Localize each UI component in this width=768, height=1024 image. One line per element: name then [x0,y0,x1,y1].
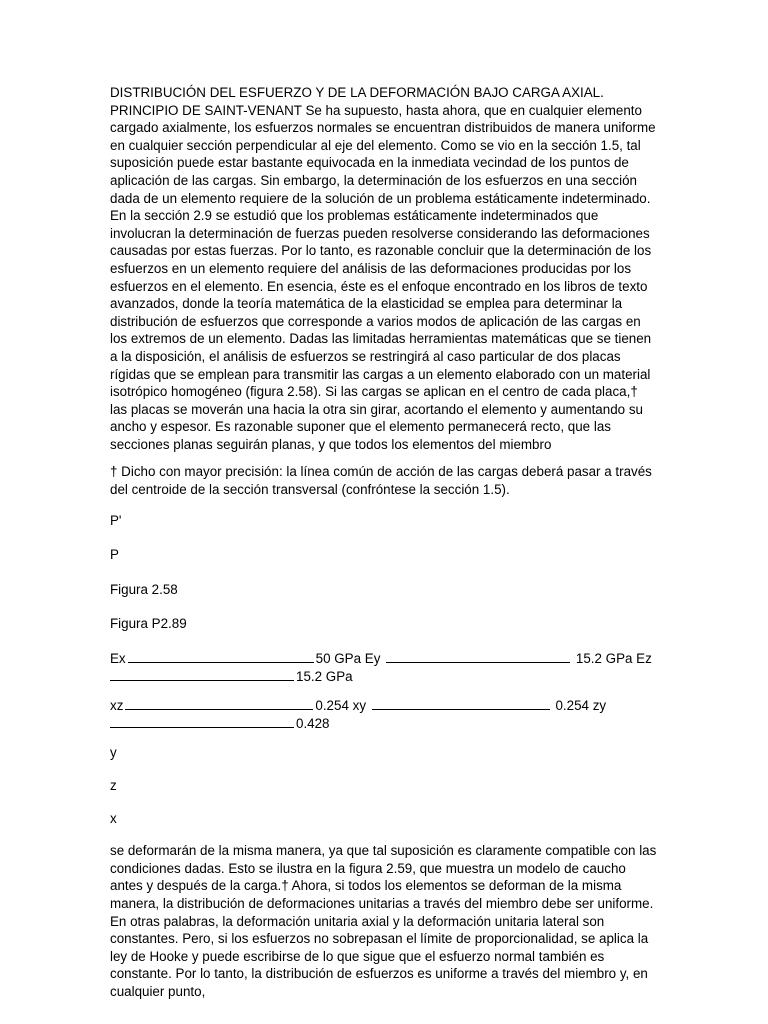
paragraph-continuation: se deformarán de la misma manera, ya que tal suposición es claramente compatible con las condiciones dadas. Esto se ilustra en la figura 2.59, que muestra un modelo de caucho antes y después de la carga.† Ahora, si todos los elementos se deforman de la misma manera, la distribución de deformaciones unitarias a través del miembro debe ser uniforme. En otras palabras, la deformación unitaria axial y la deformación unitaria lateral son constantes. Pero, si los esfuerzos no sobrepasan el límite de proporcionalidad, se aplica la ley de Hooke y puede escribirse de lo que sigue que el esfuerzo normal también es constante. Por lo tanto, la distribución de esfuerzos es uniforme a través del miembro y, en cualquier punto, [110,843,657,999]
xy-value: 0.254 zy [555,698,607,714]
paragraph-main [110,84,658,453]
blank-line [128,653,314,663]
blank-line [110,671,294,681]
blank-line [110,718,294,728]
ex-label: Ex [110,651,126,667]
label-p-prime: P' [110,512,122,528]
figure-caption-2-58: Figura 2.58 [110,581,178,597]
document-page [110,84,658,1011]
ez-value: 15.2 GPa [296,668,353,684]
blank-line [372,700,550,710]
xz-value: 0.254 xy [315,698,367,714]
material-properties-poisson [110,697,658,732]
axis-label-z: z [110,778,117,793]
ex-value: 50 GPa Ey [315,651,381,667]
axis-label-x: x [110,810,117,826]
figure-caption-p2-89: Figura P2.89 [110,616,187,632]
paragraph-body: Se ha supuesto, hasta ahora, que en cualquier elemento cargado axialmente, los esfuerzos normales se encuentran distribuidos de manera uniforme en cualquier sección perpendicular al eje del elemento. Como se vio en la sección 1.5, tal suposición puede estar bastante equivocada en la inmediata vecindad de los puntos de aplicación de las cargas. Sin embargo, la determinación de los esfuerzos en una sección dada de un elemento requiere de la solución de un problema estáticamente indeterminado. En la sección 2.9 se estudió que los problemas estáticamente indeterminados que involucran la determinación de fuerzas pueden resolverse considerando las deformaciones causadas por estas fuerzas. Por lo tanto, es razonable concluir que la determinación de los esfuerzos en un elemento requiere del análisis de las deformaciones producidas por los esfuerzos en el elemento. En esencia, éste es el enfoque encontrado en los libros de texto avanzados, donde la teoría matemática de la elasticidad se emplea para determinar la distribución de esfuerzos que corresponde a varios modos de aplicación de las cargas en los extremos de un elemento. Dadas las limitadas herramientas matemáticas que se tienen a la disposición, el análisis de esfuerzos se restringirá al caso particular de dos placas rígidas que se emplean para transmitir las cargas a un elemento elaborado con un material isotrópico homogéneo (figura 2.58). Si las cargas se aplican en el centro de cada placa,† las placas se moverán una hacia la otra sin girar, acortando el elemento y aumentando su ancho y espesor. Es razonable suponer que el elemento permanecerá recto, que las secciones planas seguirán planas, y que todos los elementos del miembro [110,102,656,452]
blank-line [386,653,570,663]
section-title: DISTRIBUCIÓN DEL ESFUERZO Y DE LA DEFORMACIÓN BAJO CARGA AXIAL. PRINCIPIO DE SAINT-VENANT [110,85,604,118]
blank-line [125,700,313,710]
xz-label: xz [110,698,124,714]
footnote: † Dicho con mayor precisión: la línea común de acción de las cargas deberá pasar a través del centroide de la sección transversal (confróntese la sección 1.5). [110,464,652,498]
label-p: P [110,547,119,563]
zy-value: 0.428 [296,715,330,731]
material-properties-moduli [110,650,658,685]
axis-label-y: y [110,745,117,761]
ey-value: 15.2 GPa Ez [575,651,652,667]
